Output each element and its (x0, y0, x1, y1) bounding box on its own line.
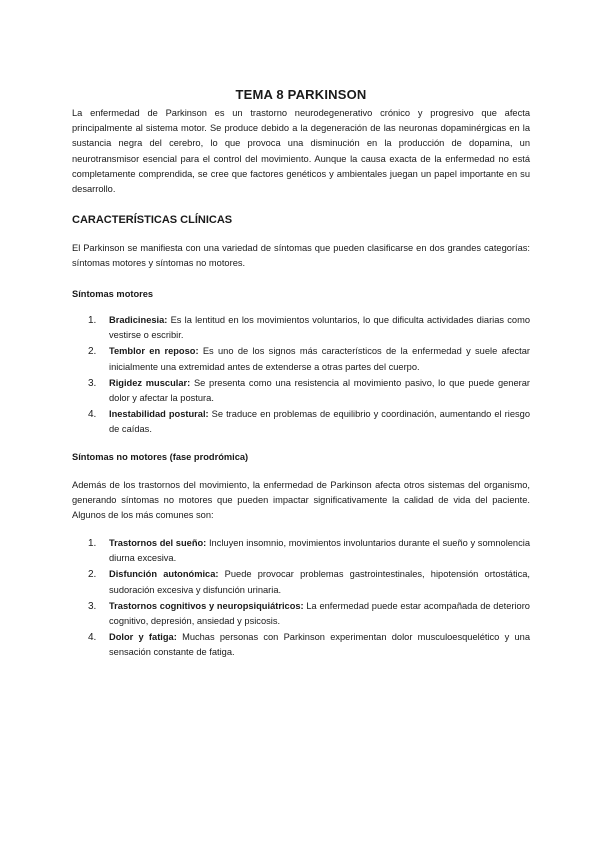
symptom-description: Es uno de los signos más característicos de la enfermedad y suele afectar inicialmente una extremidad antes de extenderse a otras partes del cuerpo. (109, 346, 530, 372)
symptom-term: Dolor y fatiga: (109, 632, 177, 643)
symptom-description: Muchas personas con Parkinson experimentan dolor musculoesquelético y una sensación constante de fatiga. (109, 632, 530, 658)
nonmotor-heading: Síntomas no motores (fase prodrómica) (72, 452, 249, 462)
list-number: 1. (88, 538, 97, 549)
list-number: 3. (88, 377, 97, 389)
list-number: 1. (88, 315, 97, 326)
symptom-term: Rigidez muscular: (109, 377, 191, 388)
list-item (72, 407, 530, 437)
list-item (72, 376, 530, 406)
nonmotor-symptoms-list (72, 536, 530, 662)
nonmotor-intro-paragraph: Además de los trastornos del movimiento, la enfermedad de Parkinson afecta otros sistemas del organismo, generando síntomas no motores que pueden impactar significativamente la calidad de vida del paciente. Algunos de los más comunes son: (72, 480, 530, 521)
page-title: TEMA 8 PARKINSON (235, 86, 367, 102)
symptom-term: Bradicinesia: (109, 315, 168, 325)
list-item (72, 599, 530, 629)
list-number: 2. (88, 346, 97, 358)
clinical-heading: CARACTERÍSTICAS CLÍNICAS (72, 214, 233, 226)
symptom-description: La enfermedad puede estar acompañada de deterioro cognitivo, depresión, ansiedad y psicosis. (109, 600, 530, 627)
list-item (72, 536, 530, 566)
symptom-term: Inestabilidad postural: (109, 409, 209, 420)
list-item (72, 344, 530, 374)
intro-paragraph: La enfermedad de Parkinson es un trastorno neurodegenerativo crónico y progresivo que afecta principalmente al sistema motor. Se produce debido a la degeneración de las neuronas dopaminérgicas en la sustancia negra del cerebro, lo que provoca una disminución en la producción de dopamina, un neurotransmisor esencial para el control del movimiento. Aunque la causa exacta de la enfermedad no está completamente comprendida, se cree que factores genéticos y ambientales juegan un papel importante en su desarrollo. (72, 108, 530, 195)
list-item (72, 313, 530, 343)
list-item (72, 630, 530, 660)
symptom-description: Se traduce en problemas de equilibrio y coordinación, aumentando el riesgo de caídas. (109, 409, 530, 435)
symptom-description: Se presenta como una resistencia al movimiento pasivo, lo que puede generar dolor y afectar la postura. (109, 377, 530, 404)
symptom-term: Trastornos del sueño: (109, 538, 207, 548)
motor-heading: Síntomas motores (72, 289, 154, 299)
list-number: 3. (88, 600, 97, 612)
list-item (72, 567, 530, 597)
symptom-description: Es la lentitud en los movimientos voluntarios, lo que dificulta actividades diarias como vestirse o escribir. (109, 315, 530, 341)
clinical-paragraph: El Parkinson se manifiesta con una variedad de síntomas que pueden clasificarse en dos grandes categorías: síntomas motores y síntomas no motores. (72, 243, 530, 269)
list-number: 4. (88, 409, 97, 421)
list-number: 2. (88, 569, 97, 581)
symptom-term: Trastornos cognitivos y neuropsiquiátricos: (109, 600, 304, 611)
symptom-term: Disfunción autonómica: (109, 569, 219, 580)
symptom-term: Temblor en reposo: (109, 346, 199, 357)
symptom-description: Puede provocar problemas gastrointestinales, hipotensión ortostática, sudoración excesiva y disfunción urinaria. (109, 569, 530, 595)
motor-symptoms-list (72, 313, 530, 439)
list-number: 4. (88, 632, 97, 644)
symptom-description: Incluyen insomnio, movimientos involuntarios durante el sueño y somnolencia diurna excesiva. (109, 538, 530, 564)
